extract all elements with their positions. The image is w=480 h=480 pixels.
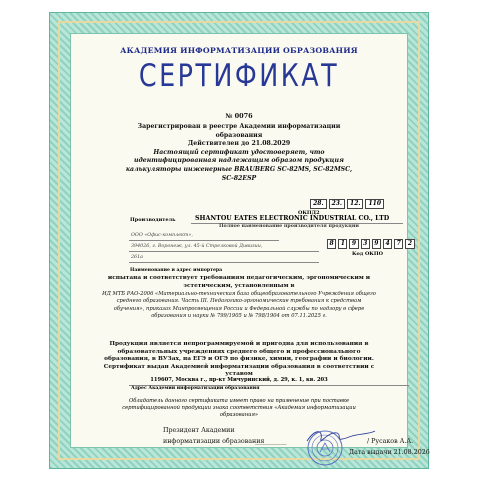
organization-line-1: ООО «Офис-комплект», — [131, 233, 193, 238]
handwritten-signature-icon — [303, 425, 393, 447]
holder-rights-note: Обладатель данного сертификата имеет право на применение при поставке сертифицированной продукции знака соответствия «Академия информатизации образования» — [122, 398, 356, 419]
okpo-code-boxes — [327, 239, 415, 249]
okpd-box: 12. — [347, 199, 363, 209]
okpo-label: Код ОКПО — [352, 251, 383, 257]
organization-line-3: 261а — [131, 255, 144, 260]
signature-line: __________ — [255, 438, 287, 445]
okpo-digit: 4 — [383, 239, 392, 249]
registration-block — [121, 123, 357, 183]
signer-name: / Русаков А.А. — [367, 438, 414, 445]
organization-line-2: 394026, г. Воронеж, ул. 45-й Стрелковой Дивизии, — [131, 244, 263, 249]
producer-name: SHANTOU EATES ELECTRONIC INDUSTRIAL CO., LTD — [195, 215, 390, 222]
organization-underline-1 — [129, 240, 279, 241]
okpd-code-boxes — [310, 199, 384, 209]
certificate-frame — [49, 12, 429, 469]
certificate-title: СЕРТИФИКАТ — [138, 58, 340, 94]
product-statement: Настоящий сертификат удостоверяет, что идентифицированная надлежащим образом продукция калькуляторы инженерные BRAUBERG SC-82MS, SC-82MSC, SC-82ESP — [125, 148, 353, 182]
academy-name: АКАДЕМИЯ ИНФОРМАТИЗАЦИИ ОБРАЗОВАНИЯ — [120, 46, 358, 55]
organization-underline-2 — [129, 251, 319, 252]
importer-caption: Наименование и адрес импортера — [130, 268, 223, 273]
organization-underline-3 — [129, 262, 319, 263]
okpo-digit: 3 — [361, 239, 370, 249]
okpo-digit: 9 — [349, 239, 358, 249]
okpd-box: 110 — [365, 199, 384, 209]
issue-date: Дата выдачи 21.08.2026 — [349, 449, 430, 456]
producer-label: Производитель — [130, 217, 176, 223]
president-title-line-2: информатизации образования — [163, 438, 265, 445]
okpd-box: 23. — [329, 199, 345, 209]
academy-address: 119607, Москва г., пр-кт Мичуринский, д. 29, к. 1, кв. 203 — [150, 377, 328, 383]
validity-line: Действителен до 21.08.2029 — [187, 140, 291, 148]
standards-reference: ИД МТБ РАО-2006 «Материально-техническая база общеобразовательного Учреждения общего среднего образования. Часть III. Педагогико-эргономические требования к средствам обучения», приказах Минпросвещения России и Федеральной службы по надзору в сфере образования и науки № 799/1905 и № 798/1904 от 07.11.2025 г. — [102, 291, 376, 320]
usage-statement: Продукция является непрограммируемой и пригодна для использования в образовательных учреждениях среднего общего и профессионального образования, в ВУЗах, на ЕГЭ и ОГЭ по физике, химии, географии и биологии. Сертификат выдан Академией информатизации образования в соответствии с уставом — [103, 341, 375, 378]
address-caption: Адрес Академии информатизации образования — [131, 386, 260, 391]
okpo-digit: 8 — [327, 239, 336, 249]
okpo-digit: 2 — [405, 239, 414, 249]
registration-line-1: Зарегистрирован в реестре Академии информатизации образования — [137, 123, 341, 139]
producer-caption: Полное наименование производителя продукции — [219, 223, 359, 229]
okpo-digit: 9 — [372, 239, 381, 249]
certificate-paper — [70, 33, 430, 456]
okpo-digit: 1 — [338, 239, 347, 249]
okpd-box: 28. — [310, 199, 326, 209]
okpo-digit: 7 — [394, 239, 403, 249]
okpd-label: ОКПД2 — [298, 210, 320, 216]
compliance-statement: испытана и соответствует требованиям педагогическим, эргономическим и эстетическим, установленным в — [107, 275, 371, 289]
certificate-number: № 0076 — [225, 112, 253, 120]
president-title-line-1: Президент Академии — [163, 427, 235, 434]
